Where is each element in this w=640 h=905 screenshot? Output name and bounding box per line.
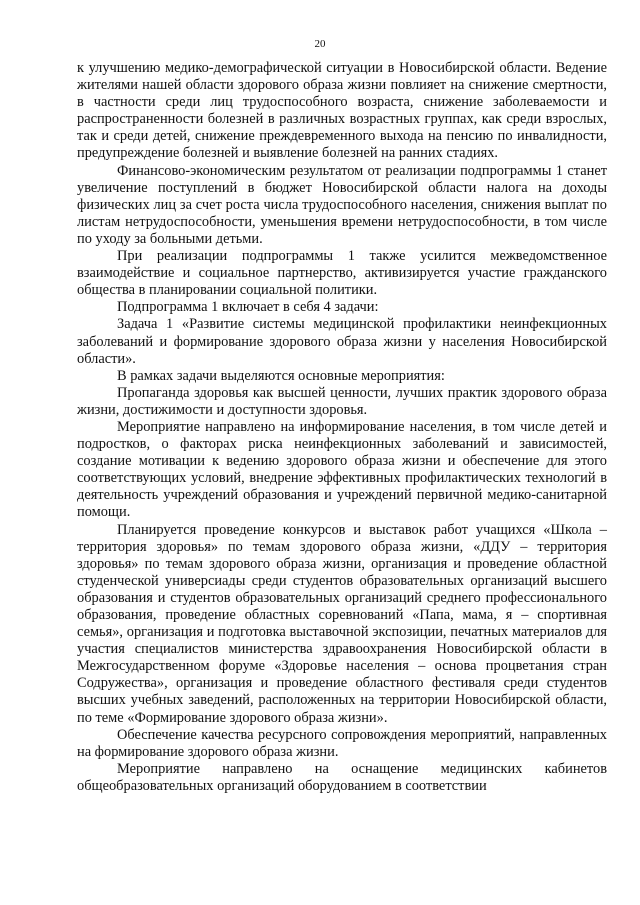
paragraph: В рамках задачи выделяются основные мероприятия:: [117, 367, 445, 384]
paragraph: Финансово-экономическим результатом от реализации подпрограммы 1 станет увеличение поступлений в бюджет Новосибирской области налога на доходы физических лиц за счет роста числа трудоспособного населения, снижения выплат по листам нетрудоспособности, уменьшения времени нетрудоспособности, в том числе по уходу за больными детьми.: [77, 162, 607, 247]
paragraph: Планируется проведение конкурсов и выставок работ учащихся «Школа – территория здоровья» по темам здорового образа жизни, «ДДУ – территория здоровья» по темам здорового образа жизни, организация и проведение областной студенческой универсиады среди студентов образовательных организаций высшего образования и студентов образовательных организаций среднего профессионального образования, проведение областных соревнований «Папа, мама, я – спортивная семья», организация и подготовка выставочной экспозиции, печатных материалов для участия специалистов министерства здравоохранения Новосибирской области в Межгосударственном форуме «Здоровье населения – основа процветания стран Содружества», организация и проведение областного фестиваля среди студентов высших учебных заведений, расположенных на территории Новосибирской области, по теме «Формирование здорового образа жизни».: [77, 521, 607, 726]
document-body: [77, 60, 607, 795]
paragraph: Мероприятие направлено на информирование населения, в том числе детей и подростков, о факторах риска неинфекционных заболеваний и зависимостей, создание мотивации к ведению здорового образа жизни и обеспечение для этого соответствующих условий, внедрение эффективных профилактических технологий в деятельность учреждений образования и учреждений первичной медико-санитарной помощи.: [77, 418, 607, 521]
paragraph: к улучшению медико-демографической ситуации в Новосибирской области. Ведение жителями нашей области здорового образа жизни повлияет на снижение смертности, в частности среди лиц трудоспособного возраста, снижение заболеваемости и распространенности болезней в различных возрастных группах, как среди взрослых, так и среди детей, снижение преждевременного выхода на пенсию по инвалидности, предупреждение болезней и выявление болезней на ранних стадиях.: [77, 60, 607, 162]
paragraph: При реализации подпрограммы 1 также усилится межведомственное взаимодействие и социальное партнерство, активизируется участие гражданского общества в планировании социальной политики.: [77, 248, 607, 299]
paragraph: Пропаганда здоровья как высшей ценности, лучших практик здорового образа жизни, достижимости и доступности здоровья.: [77, 384, 607, 418]
page-number: 20: [314, 38, 326, 50]
paragraph: Подпрограмма 1 включает в себя 4 задачи:: [117, 299, 379, 316]
paragraph: Мероприятие направлено на оснащение медицинских кабинетов общеобразовательных организаций оборудованием в соответствии: [77, 760, 607, 794]
paragraph: Обеспечение качества ресурсного сопровождения мероприятий, направленных на формирование здорового образа жизни.: [77, 726, 607, 760]
paragraph: Задача 1 «Развитие системы медицинской профилактики неинфекционных заболеваний и формирование здорового образа жизни у населения Новосибирской области».: [77, 316, 607, 367]
